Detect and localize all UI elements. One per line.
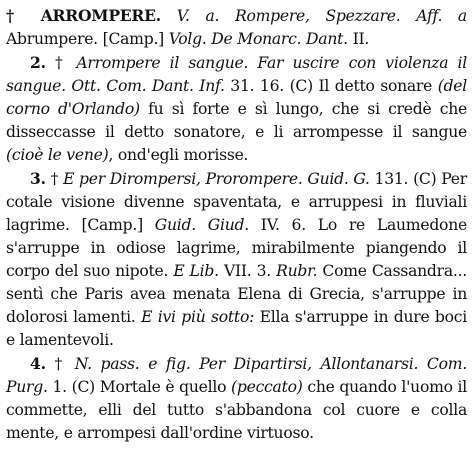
rubric-label: Rubr. — [276, 262, 318, 280]
example-text: Lo re Laumedone s'arruppe in odiose lagrime, mirabilmente piangendo il corpo del suo nipote. — [6, 216, 467, 280]
example-text: , ond'egli morisse. — [108, 146, 249, 164]
entry-paragraph-2 — [6, 51, 467, 167]
source-mark: (C) — [289, 77, 313, 95]
source-tag: [Camp.] — [102, 30, 164, 48]
definition: Arrompere il sangue. Far uscire con violenza il sangue. — [6, 54, 467, 95]
headword-separator: . — [155, 6, 161, 25]
example-text: Ella s'arruppe in dure boci e lamentevoli. — [6, 308, 468, 349]
citation: Volg. De Monarc. Dant. — [168, 30, 348, 48]
citation-number: 131. — [374, 170, 409, 188]
dagger-mark: † — [50, 170, 59, 188]
definition: E per Dirompersi, Prorompere. — [63, 170, 303, 188]
example-text: fu sì forte e sì lungo, che si credè che disseccasse il detto sonatore, e li arrompesse il sangue — [6, 100, 467, 141]
definition: Rompere, Spezzare. Aff. a — [234, 7, 467, 25]
citation-number: VII. 3. — [223, 262, 271, 280]
citation: E ivi più sotto: — [141, 308, 255, 326]
citation-number: II. — [352, 30, 370, 48]
dagger-mark: † — [54, 355, 67, 373]
citation-number: 31. 16. — [230, 77, 284, 95]
example-text: Il detto sonare — [318, 77, 433, 95]
sense-number: 3. — [30, 169, 46, 188]
citation: Guid. G. — [307, 170, 370, 188]
grammar-label: V. a. — [176, 7, 220, 25]
dagger-mark: † — [55, 54, 68, 72]
definition: N. pass. e fig. Per Dipartirsi, Allontanarsi. — [74, 355, 419, 373]
dagger-mark: † — [6, 6, 25, 25]
citation-number: 1. — [52, 378, 67, 396]
entry-paragraph-3 — [6, 167, 467, 352]
sense-number: 2. — [30, 53, 46, 72]
citation: Guid. Giud. — [154, 216, 249, 234]
citation: Ott. Com. Dant. Inf. — [71, 77, 225, 95]
citation: Com. Purg. — [6, 355, 467, 396]
entry-paragraph-1 — [6, 4, 467, 51]
source-tag: [Camp.] — [81, 216, 143, 234]
example-note: (cioè le vene) — [6, 146, 109, 164]
citation: E Lib. — [173, 262, 219, 280]
citation-number: IV. 6. — [260, 216, 306, 234]
example-text: Per cotale visione divenne spaventata, e arruppesi in fluviali lagrime. — [6, 170, 467, 234]
entry-paragraph-4 — [6, 352, 467, 445]
example-text: Mortale è quello — [99, 378, 227, 396]
example-text: Come Cassandra... sentì che Paris avea menata Elena di Grecia, s'arruppe in dolorosi lamenti. — [6, 262, 468, 326]
source-mark: (C) — [413, 170, 437, 188]
example-note: (peccato) — [231, 378, 303, 396]
dictionary-entry — [6, 4, 467, 445]
example-text: che quando l'uomo il commette, elli del tutto s'abbandona col cuore e colla mente, e arrompesi dall'ordine virtuoso. — [6, 378, 468, 442]
variant-form: Abrumpere. — [6, 30, 98, 48]
headword: ARROMPERE — [40, 6, 156, 25]
sense-number: 4. — [30, 354, 46, 373]
source-mark: (C) — [71, 378, 95, 396]
example-note: (del corno d'Orlando) — [6, 77, 468, 118]
